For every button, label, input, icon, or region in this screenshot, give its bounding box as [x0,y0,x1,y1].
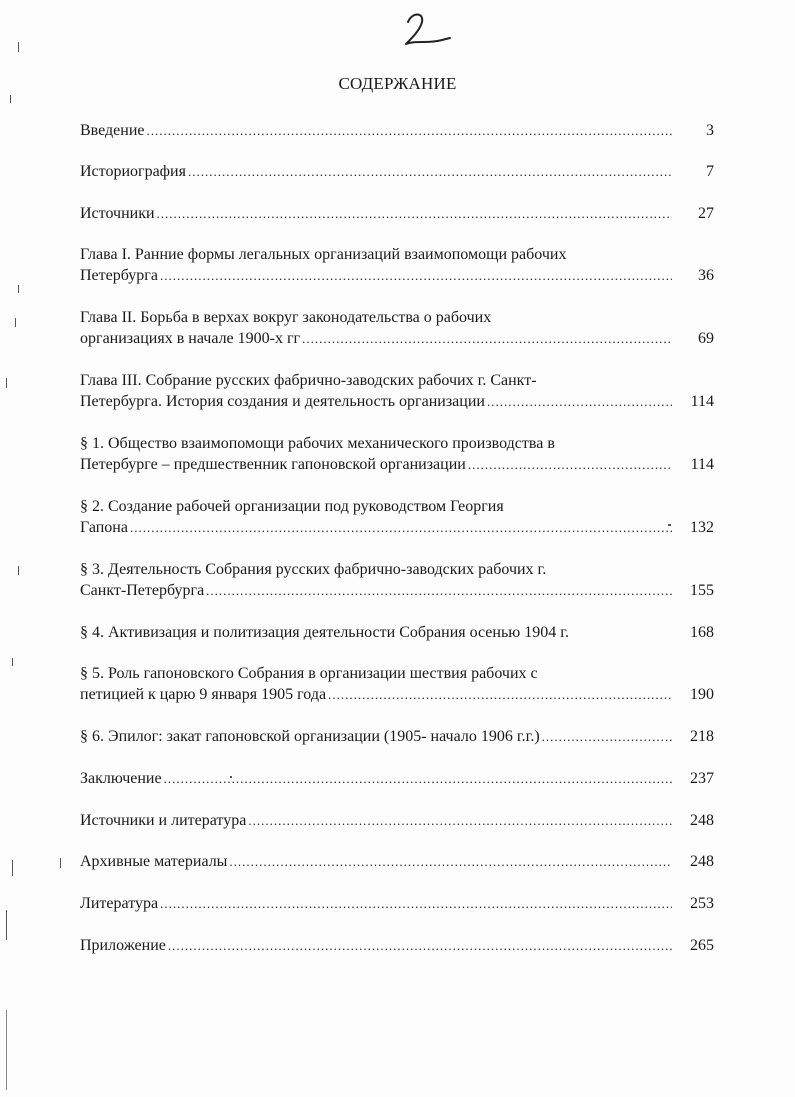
toc-entry-page: 7 [706,163,714,180]
toc-entry-page: 218 [690,728,714,745]
toc-entry [80,768,714,789]
toc-entry [80,433,714,475]
toc-entry [80,120,714,141]
toc-entry-page: 253 [690,895,714,912]
toc-entry-title-line2: Петербурга. История создания и деятельность организации [80,393,485,410]
toc-entry-title-line2: Петербурга [80,267,158,284]
toc-entry-page: 168 [690,624,714,641]
scan-artifact [6,910,7,940]
scan-artifact [18,285,19,293]
toc-entry-title: Введение [80,122,145,139]
toc-entry [80,203,714,224]
scan-artifact [18,566,19,575]
toc-entry-title-line1: § 5. Роль гапоновского Собрания в организации шествия рабочих с [80,665,538,682]
scan-artifact [12,658,13,666]
toc-entry-page: 27 [698,205,714,222]
scan-artifact [12,860,13,876]
toc-entry-title-line1: Глава I. Ранние формы легальных организаций взаимопомощи рабочих [80,246,567,263]
toc-entry-page: 132 [690,519,714,536]
toc-entry [80,935,714,956]
toc-entry-page: 265 [690,937,714,954]
toc-entry-title-line1: Глава II. Борьба в верхах вокруг законодательства о рабочих [80,309,492,326]
toc-entry [80,851,714,872]
toc-entry [80,161,714,182]
toc-entry [80,370,714,412]
toc-entry-page: 114 [690,456,714,473]
toc-entry-title-line1: § 3. Деятельность Собрания русских фабрично-заводских рабочих г. [80,561,547,578]
toc-entry-page: 69 [698,330,714,347]
scan-artifact [668,524,671,526]
scan-artifact [230,776,232,778]
toc-entry [80,726,714,747]
scan-artifact [6,378,7,388]
toc-entry-title: § 4. Активизация и политизация деятельности Собрания осенью 1904 г. [80,624,569,641]
toc-entry [80,244,714,286]
toc-entry [80,496,714,538]
scan-artifact [15,318,16,327]
scan-artifact [18,42,19,52]
toc-entry-page: 190 [690,686,714,703]
toc-entry [80,622,714,643]
toc-entry-title-line2: Петербурге – предшественник гапоновской организации [80,456,466,473]
toc-entry-title: Приложение [80,937,166,954]
scan-artifact [60,858,61,868]
toc-heading: СОДЕРЖАНИЕ [338,74,457,93]
toc-entry [80,307,714,349]
scan-artifact [10,95,11,103]
toc-entry-page: 36 [698,267,714,284]
toc-entry-title: Литература [80,895,159,912]
toc-entry-page: 248 [690,812,714,829]
toc-entry [80,810,714,831]
toc-entry-title: Источники и литература [80,812,247,829]
toc-entry-title-line2: петицией к царю 9 января 1905 года [80,686,327,703]
toc-entry [80,559,714,601]
toc-entry [80,663,714,705]
toc-entry-page: 248 [690,853,714,870]
toc-entry-title: § 6. Эпилог: закат гапоновской организации (1905- начало 1906 г.г.) [80,728,540,745]
toc-entry-title: Источники [80,205,155,222]
toc-entry-title: Заключение [80,770,162,787]
toc-entry-page: 114 [690,393,714,410]
handwritten-page-number-text: 2 [398,10,399,11]
toc-entry-title-line2: Гапона [80,519,128,536]
toc-entry-title-line1: § 2. Создание рабочей организации под руководством Георгия [80,498,504,515]
toc-entry-page: 155 [690,582,714,599]
toc-entry-title-line1: § 1. Общество взаимопомощи рабочих механического производства в [80,435,555,452]
toc-entry-title-line2: Санкт-Петербурга [80,582,205,599]
toc-entry-page: 3 [706,122,714,139]
toc-entry-title-line1: Глава III. Собрание русских фабрично-заводских рабочих г. Санкт- [80,372,537,389]
toc-entry-title: Историография [80,163,186,180]
toc-entry-page: 237 [690,770,714,787]
scan-artifact [6,1010,7,1090]
toc-entry-title: Архивные материалы [80,853,228,870]
toc-entry [80,893,714,914]
handwritten-page-number [398,10,458,50]
toc-entry-title-line2: организациях в начале 1900-х гг [80,330,301,347]
